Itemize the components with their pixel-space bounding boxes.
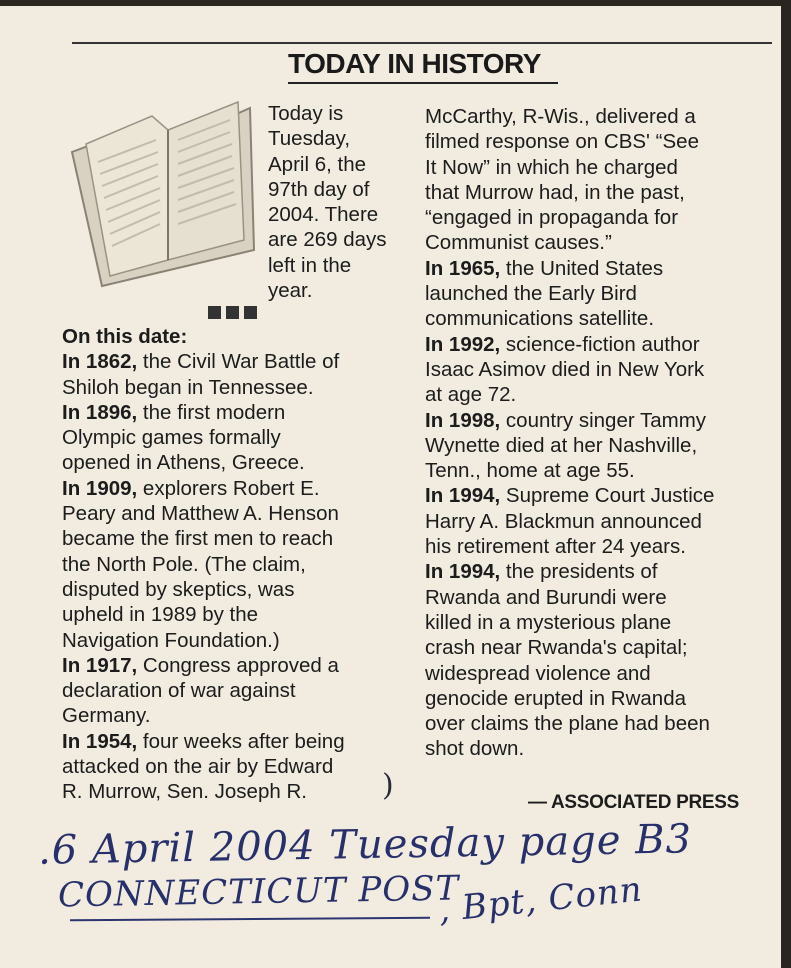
history-entry-1954-continued: McCarthy, R-Wis., delivered a filmed response on CBS' “See It Now” in which he charged that Murrow had, in the past, “engaged in propaganda for Communist causes.” (425, 105, 699, 255)
intro-line: Tuesday, (268, 127, 351, 151)
top-rule (72, 42, 772, 44)
intro-line: Today is (268, 102, 344, 125)
history-entry-1965: In 1965, the United States launched the Early Bird communications satellite. (425, 256, 664, 331)
history-entry-1909: In 1909, explorers Robert E. Peary and Matthew A. Henson became the first men to reach the North Pole. (The claim, disputed by skeptics, was upheld in 1989 by the Navigation Foundation.) (62, 476, 339, 652)
column-left (62, 324, 402, 805)
source-credit: — ASSOCIATED PRESS (528, 792, 740, 813)
history-entry-1994-blackmun: In 1994, Supreme Court Justice Harry A. Blackmun announced his retirement after 24 years. (425, 484, 715, 559)
handwritten-date-note: .6 April 2004 Tuesday page B3 (37, 816, 693, 874)
column-right (425, 104, 770, 762)
handwritten-underline (70, 917, 430, 922)
top-edge (0, 0, 791, 6)
history-entry-1994-rwanda: In 1994, the presidents of Rwanda and Burundi were killed in a mysterious plane crash near Rwanda's capital; widespread violence and genocide erupted in Rwanda over claims the plane had been shot down. (425, 560, 710, 761)
intro-line: are 269 days (268, 228, 387, 252)
intro-line: 97th day of (268, 177, 370, 201)
history-entry-1998: In 1998, country singer Tammy Wynette died at her Nashville, Tenn., home at age 55. (425, 408, 707, 483)
handwritten-publication-note: CONNECTICUT POST (57, 868, 460, 916)
open-book-icon (70, 100, 260, 290)
handwritten-location-note: , Bpt, Conn (436, 869, 645, 931)
intro-line: April 6, the (268, 152, 366, 176)
history-entry-1917: In 1917, Congress approved a declaration of war against Germany. (62, 653, 339, 728)
intro-line: 2004. There (268, 203, 379, 227)
history-entry-1862: In 1862, the Civil War Battle of Shiloh began in Tennessee. (62, 350, 340, 399)
on-this-date-heading: On this date: (62, 325, 188, 348)
section-divider-squares (208, 306, 262, 324)
intro-line: left in the (268, 253, 352, 277)
history-entry-1992: In 1992, science-fiction author Isaac Asimov died in New York at age 72. (425, 332, 705, 407)
history-entry-1896: In 1896, the first modern Olympic games formally opened in Athens, Greece. (62, 400, 305, 475)
intro-line: year. (268, 279, 313, 303)
intro-text (268, 101, 418, 303)
page-title: TODAY IN HISTORY (288, 48, 541, 79)
handwritten-bracket: ) (382, 768, 394, 803)
right-edge (781, 0, 791, 968)
title-underline (288, 82, 558, 84)
history-entry-1954: In 1954, four weeks after being attacked on the air by Edward R. Murrow, Sen. Joseph R. (62, 729, 345, 804)
